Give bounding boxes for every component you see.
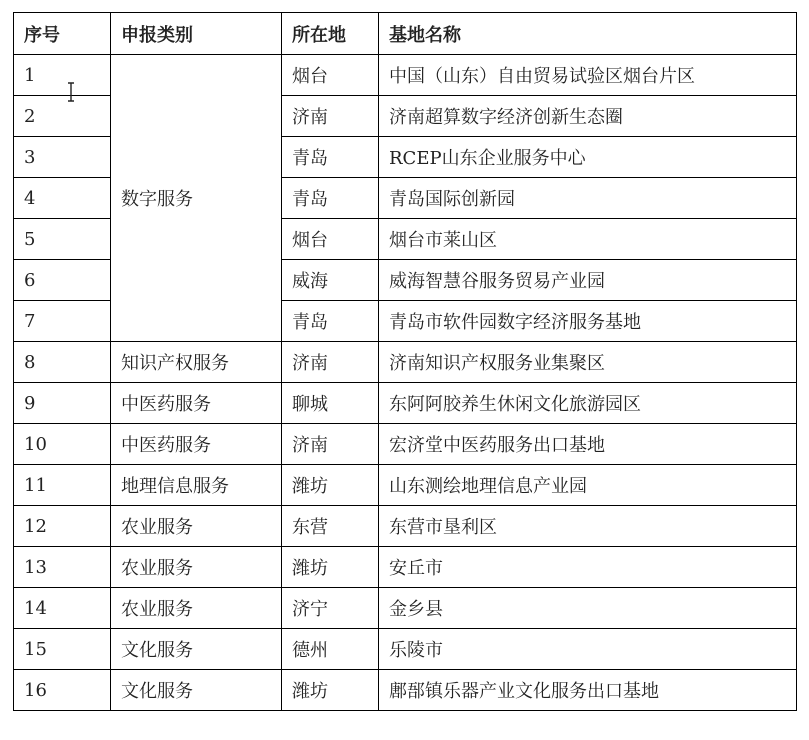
cell-name: 金乡县 (379, 588, 797, 629)
table-row (14, 55, 797, 96)
cell-no: 10 (14, 424, 111, 465)
cell-category: 文化服务 (111, 629, 282, 670)
cell-name: 鄌郚镇乐器产业文化服务出口基地 (379, 670, 797, 711)
cell-name: 宏济堂中医药服务出口基地 (379, 424, 797, 465)
cell-name: 山东测绘地理信息产业园 (379, 465, 797, 506)
header-location: 所在地 (282, 13, 379, 55)
table-row (14, 424, 797, 465)
text-cursor-icon (66, 82, 76, 102)
cell-name: 威海智慧谷服务贸易产业园 (379, 260, 797, 301)
cell-no: 6 (14, 260, 111, 301)
table-row (14, 506, 797, 547)
cell-location: 东营 (282, 506, 379, 547)
cell-no: 3 (14, 137, 111, 178)
table-row (14, 383, 797, 424)
cell-location: 济南 (282, 96, 379, 137)
cell-location: 潍坊 (282, 465, 379, 506)
cell-name: 乐陵市 (379, 629, 797, 670)
cell-name: 济南超算数字经济创新生态圈 (379, 96, 797, 137)
cell-category: 中医药服务 (111, 424, 282, 465)
cell-no: 4 (14, 178, 111, 219)
table-row (14, 342, 797, 383)
cell-category: 中医药服务 (111, 383, 282, 424)
header-name: 基地名称 (379, 13, 797, 55)
cell-no: 14 (14, 588, 111, 629)
cell-location: 威海 (282, 260, 379, 301)
cell-no: 5 (14, 219, 111, 260)
header-no: 序号 (14, 13, 111, 55)
cell-location: 济宁 (282, 588, 379, 629)
cell-location: 济南 (282, 424, 379, 465)
cell-name: 东阿阿胶养生休闲文化旅游园区 (379, 383, 797, 424)
cell-category: 地理信息服务 (111, 465, 282, 506)
cell-no: 15 (14, 629, 111, 670)
cell-no: 2 (14, 96, 111, 137)
cell-no: 13 (14, 547, 111, 588)
cell-no: 8 (14, 342, 111, 383)
table-row (14, 547, 797, 588)
cell-name: 青岛国际创新园 (379, 178, 797, 219)
cell-name: 济南知识产权服务业集聚区 (379, 342, 797, 383)
cell-no: 9 (14, 383, 111, 424)
header-category: 申报类别 (111, 13, 282, 55)
cell-no: 11 (14, 465, 111, 506)
cell-category: 知识产权服务 (111, 342, 282, 383)
cell-no: 1 (14, 55, 111, 96)
table-header-row (14, 13, 797, 55)
cell-name: 青岛市软件园数字经济服务基地 (379, 301, 797, 342)
cell-location: 烟台 (282, 55, 379, 96)
cell-location: 青岛 (282, 178, 379, 219)
cell-name: 中国（山东）自由贸易试验区烟台片区 (379, 55, 797, 96)
cell-location: 潍坊 (282, 670, 379, 711)
table-row (14, 670, 797, 711)
cell-no: 16 (14, 670, 111, 711)
cell-category: 农业服务 (111, 547, 282, 588)
cell-location: 聊城 (282, 383, 379, 424)
cell-no: 7 (14, 301, 111, 342)
cell-name: 烟台市莱山区 (379, 219, 797, 260)
cell-name: 安丘市 (379, 547, 797, 588)
cell-location: 烟台 (282, 219, 379, 260)
cell-category: 农业服务 (111, 588, 282, 629)
cell-category: 文化服务 (111, 670, 282, 711)
cell-category: 数字服务 (111, 55, 282, 342)
table-row (14, 465, 797, 506)
cell-location: 青岛 (282, 137, 379, 178)
cell-location: 青岛 (282, 301, 379, 342)
cell-name: 东营市垦利区 (379, 506, 797, 547)
service-base-table (13, 12, 797, 711)
cell-location: 德州 (282, 629, 379, 670)
cell-name: RCEP山东企业服务中心 (379, 137, 797, 178)
cell-no: 12 (14, 506, 111, 547)
cell-location: 济南 (282, 342, 379, 383)
table-row (14, 629, 797, 670)
cell-location: 潍坊 (282, 547, 379, 588)
cell-category: 农业服务 (111, 506, 282, 547)
table-row (14, 588, 797, 629)
